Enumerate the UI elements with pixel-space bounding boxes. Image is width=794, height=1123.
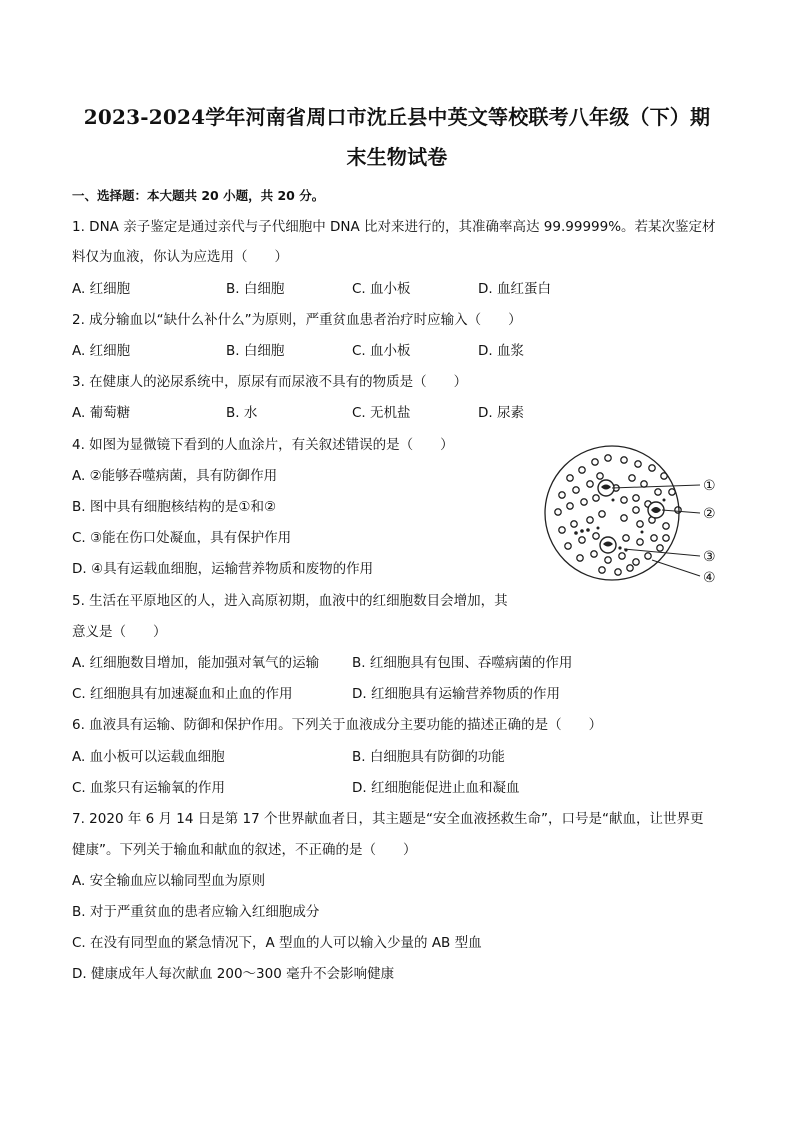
question-1-option-b[interactable]: B. 白细胞 <box>226 281 285 297</box>
question-5-option-d[interactable]: D. 红细胞具有运输营养物质的作用 <box>352 686 560 702</box>
question-5-options-row-2 <box>72 684 732 704</box>
section-heading: 一、选择题：本大题共 20 小题，共 20 分。 <box>72 188 325 203</box>
question-1-stem-line-1: 1. DNA 亲子鉴定是通过亲代与子代细胞中 DNA 比对来进行的，其准确率高达 99.99999%。若某次鉴定材 <box>72 219 716 235</box>
question-2-option-b[interactable]: B. 白细胞 <box>226 343 285 359</box>
question-5-option-b[interactable]: B. 红细胞具有包围、吞噬病菌的作用 <box>352 655 573 671</box>
question-1-option-a[interactable]: A. 红细胞 <box>72 281 131 297</box>
question-6-options-row-2 <box>72 778 732 798</box>
question-7-stem-line-1: 7. 2020 年 6 月 14 日是第 17 个世界献血者日，其主题是“安全血液拯救生命”，口号是“献血，让世界更 <box>72 811 704 827</box>
question-7-option-c[interactable]: C. 在没有同型血的紧急情况下，A 型血的人可以输入少量的 AB 型血 <box>72 935 482 951</box>
blood-smear-figure <box>540 440 730 590</box>
question-7-option-a[interactable]: A. 安全输血应以输同型血为原则 <box>72 873 266 889</box>
question-1-option-d[interactable]: D. 血红蛋白 <box>478 281 551 297</box>
figure-label-3: ③ <box>703 549 716 565</box>
figure-label-4: ④ <box>703 570 716 586</box>
figure-label-2: ② <box>703 506 716 522</box>
question-5-stem-line-2: 意义是（ ） <box>72 624 167 640</box>
question-6-stem: 6. 血液具有运输、防御和保护作用。下列关于血液成分主要功能的描述正确的是（ ） <box>72 717 603 733</box>
question-6-option-b[interactable]: B. 白细胞具有防御的功能 <box>352 749 505 765</box>
question-3-option-a[interactable]: A. 葡萄糖 <box>72 405 131 421</box>
question-6-option-c[interactable]: C. 血浆只有运输氧的作用 <box>72 780 226 796</box>
question-5-stem-line-1: 5. 生活在平原地区的人，进入高原初期，血液中的红细胞数目会增加，其 <box>72 593 508 609</box>
question-5-option-c[interactable]: C. 红细胞具有加速凝血和止血的作用 <box>72 686 293 702</box>
question-2-options <box>72 341 732 361</box>
question-7-option-b[interactable]: B. 对于严重贫血的患者应输入红细胞成分 <box>72 904 320 920</box>
question-5-option-a[interactable]: A. 红细胞数目增加，能加强对氧气的运输 <box>72 655 320 671</box>
question-4-stem: 4. 如图为显微镜下看到的人血涂片，有关叙述错误的是（ ） <box>72 437 454 453</box>
question-3-option-d[interactable]: D. 尿素 <box>478 405 524 421</box>
question-3-option-b[interactable]: B. 水 <box>226 405 258 421</box>
question-2-option-c[interactable]: C. 血小板 <box>352 343 411 359</box>
question-2-stem: 2. 成分输血以“缺什么补什么”为原则，严重贫血患者治疗时应输入（ ） <box>72 312 522 328</box>
question-1-stem-line-2: 料仅为血液，你认为应选用（ ） <box>72 249 288 265</box>
question-2-option-d[interactable]: D. 血浆 <box>478 343 524 359</box>
figure-labels <box>703 478 716 586</box>
question-4-option-b[interactable]: B. 图中具有细胞核结构的是①和② <box>72 499 277 515</box>
question-4-option-d[interactable]: D. ④具有运载血细胞，运输营养物质和废物的作用 <box>72 561 374 577</box>
question-4-option-a[interactable]: A. ②能够吞噬病菌，具有防御作用 <box>72 468 278 484</box>
question-5-options-row-1 <box>72 653 732 673</box>
question-4-option-c[interactable]: C. ③能在伤口处凝血，具有保护作用 <box>72 530 292 546</box>
question-2-option-a[interactable]: A. 红细胞 <box>72 343 131 359</box>
question-7-stem-line-2: 健康”。下列关于输血和献血的叙述，不正确的是（ ） <box>72 842 417 858</box>
figure-label-1: ① <box>703 478 716 494</box>
question-3-options <box>72 403 732 423</box>
exam-title-line-1: 2023-2024学年河南省周口市沈丘县中英文等校联考八年级（下）期 <box>83 105 711 129</box>
question-6-option-a[interactable]: A. 血小板可以运载血细胞 <box>72 749 225 765</box>
question-3-stem: 3. 在健康人的泌尿系统中，原尿有而尿液不具有的物质是（ ） <box>72 374 468 390</box>
question-1-option-c[interactable]: C. 血小板 <box>352 281 411 297</box>
question-7-option-d[interactable]: D. 健康成年人每次献血 200～300 毫升不会影响健康 <box>72 966 395 982</box>
exam-title-line-2: 末生物试卷 <box>346 145 448 169</box>
question-1-options <box>72 279 732 299</box>
question-6-options-row-1 <box>72 747 732 767</box>
question-3-option-c[interactable]: C. 无机盐 <box>352 405 411 421</box>
question-6-option-d[interactable]: D. 红细胞能促进止血和凝血 <box>352 780 520 796</box>
